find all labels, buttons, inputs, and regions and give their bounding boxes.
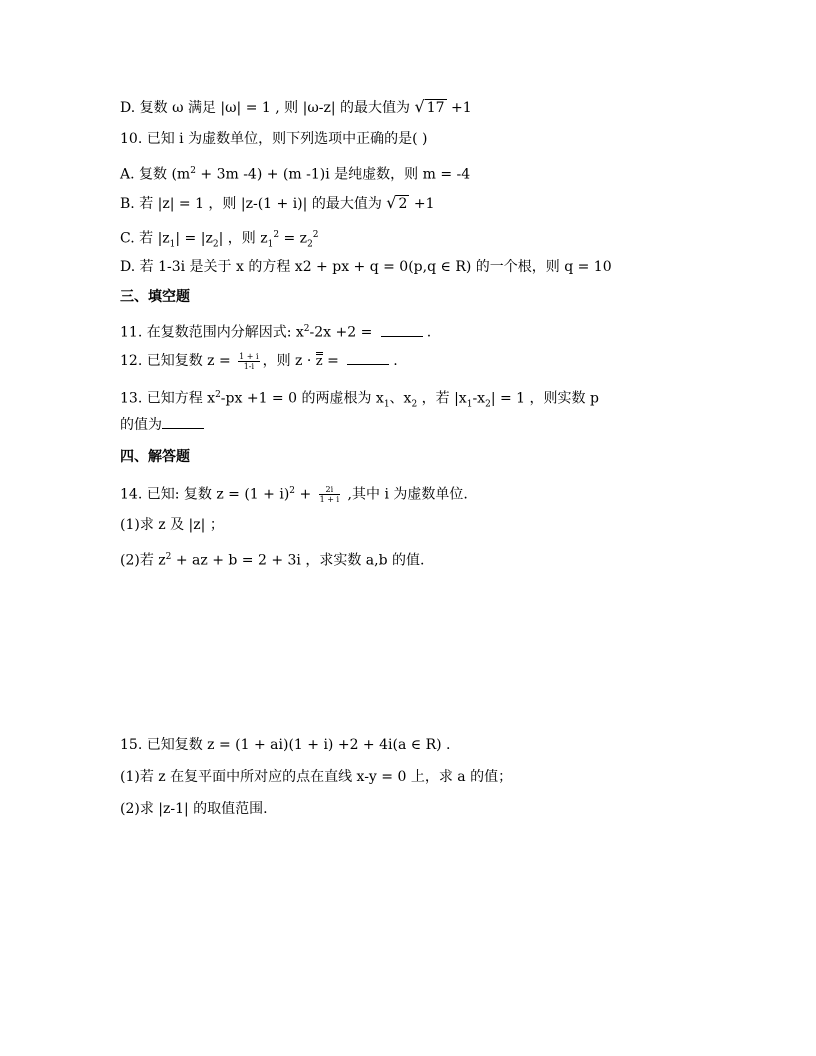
q14-sup: 2 (289, 486, 296, 496)
q13-sub-4: 2 (485, 399, 491, 410)
q9d-radicand: 17 (426, 100, 445, 116)
q13-text-e: -x (472, 390, 486, 407)
q11-text-a: 11. 在复数范围内分解因式: x (120, 324, 304, 341)
q10a-text-1: A. 复数 (m (120, 166, 191, 183)
q14-text-c: ,其中 i 为虚数单位. (343, 486, 468, 503)
q14p2-sup: 2 (165, 552, 172, 562)
q14-fraction (319, 485, 340, 504)
q9d-text-c: |ω-z| (302, 100, 336, 116)
q12-text-b: ，则 z · (262, 353, 316, 369)
q14-text-a: 14. 已知: 复数 z = (1 + i) (120, 486, 290, 503)
q14-part-2 (120, 546, 424, 572)
q10-option-d: D. 若 1-3i 是关于 x 的方程 x2 + px + q = 0(p,q ∈ R) 的一个根，则 q = 10 (120, 259, 612, 275)
q13-answer-blank (162, 414, 204, 429)
q9d-text-d: 的最大值为 (335, 100, 415, 116)
q10c-sup-4: 2 (312, 230, 319, 240)
q11-text-b: -2x +2 = (309, 324, 377, 341)
q10c-text-2: | = |z (175, 230, 213, 247)
q10-option-c (120, 224, 319, 255)
q14-stem (120, 480, 468, 506)
q13-text-d: ，若 |x (417, 390, 467, 407)
q10c-sub-4: 2 (307, 239, 313, 250)
q14-text-b: + (295, 486, 316, 503)
q10c-text-3: | ，则 z (218, 230, 268, 247)
q9d-text-b: |ω| = 1 , 则 (220, 100, 303, 116)
q10b-text-1: B. 若 |z| = 1 ，则 |z-(1 + i)| 的最大值为 (120, 196, 387, 212)
q12-numerator: 1 + i (239, 351, 259, 361)
section-answer: 四、解答题 (120, 449, 190, 465)
q13-line-1 (120, 384, 599, 415)
q13-line-2 (120, 414, 208, 436)
q15-stem: 15. 已知复数 z = (1 + ai)(1 + i) +2 + 4i(a ∈ R) . (120, 737, 451, 753)
q12-denominator: 1-i (243, 361, 255, 371)
q12-text-a: 12. 已知复数 z = (120, 353, 236, 369)
q10c-sub-2: 2 (212, 239, 219, 250)
q10-stem: 10. 已知 i 为虚数单位，则下列选项中正确的是( ) (120, 131, 428, 147)
q13-sub-3: 1 (466, 399, 473, 410)
q15-part-1: (1)若 z 在复平面中所对应的点在直线 x-y = 0 上，求 a 的值； (120, 769, 513, 785)
q10c-text-1: C. 若 |z (120, 230, 170, 247)
q12 (120, 350, 398, 372)
q11 (120, 318, 431, 344)
q14-part-1: (1)求 z 及 |z| ； (120, 517, 224, 533)
q10-option-a (120, 160, 470, 186)
q10b-radicand: 2 (398, 196, 408, 212)
q10c-sub-1: 1 (169, 239, 176, 250)
q12-end: . (393, 353, 398, 369)
q10a-sup: 2 (190, 166, 196, 176)
q14p2-text-a: (2)若 z (120, 552, 166, 569)
sqrt-sign: √ (386, 193, 397, 212)
q11-sup: 2 (303, 324, 310, 334)
q13-sub-1: 1 (383, 399, 390, 410)
q11-answer-blank (381, 322, 423, 337)
q13-sub-2: 2 (411, 399, 418, 410)
q13-text-b: -px +1 = 0 的两虚根为 x (220, 390, 384, 407)
q10c-sub-3: 1 (267, 239, 274, 250)
q9-option-d (120, 96, 472, 119)
q12-answer-blank (347, 350, 389, 365)
q14-numerator: 2i (319, 485, 340, 495)
q12-conjugate: z (315, 354, 323, 369)
q11-end: . (426, 324, 432, 341)
q9d-text-a: D. 复数 ω 满足 (120, 100, 221, 116)
q15-part-2: (2)求 |z-1| 的取值范围. (120, 801, 268, 817)
q10-option-b (120, 192, 435, 215)
q10a-text-2: + 3m -4) + (m -1)i 是纯虚数，则 m = -4 (195, 166, 471, 183)
q10c-sup-3: 2 (273, 230, 280, 240)
q10c-text-4: = z (279, 230, 308, 247)
section-fill-in: 三、填空题 (120, 289, 190, 305)
q9d-text-e: +1 (446, 100, 472, 116)
q13-text-a: 13. 已知方程 x (120, 390, 216, 407)
q10b-text-2: +1 (409, 196, 435, 212)
q14-denominator: 1 + i (319, 495, 340, 505)
q12-fraction (238, 352, 259, 371)
q13-sup: 2 (215, 390, 221, 400)
q13-text-line2: 的值为 (120, 417, 162, 433)
q14p2-text-b: + az + b = 2 + 3i ，求实数 a,b 的值. (171, 552, 425, 569)
q13-text-c: 、x (389, 390, 412, 407)
q13-text-f: | = 1 ，则实数 p (490, 390, 599, 407)
sqrt-sign: √ (414, 97, 425, 116)
q12-text-c: = (322, 353, 344, 369)
